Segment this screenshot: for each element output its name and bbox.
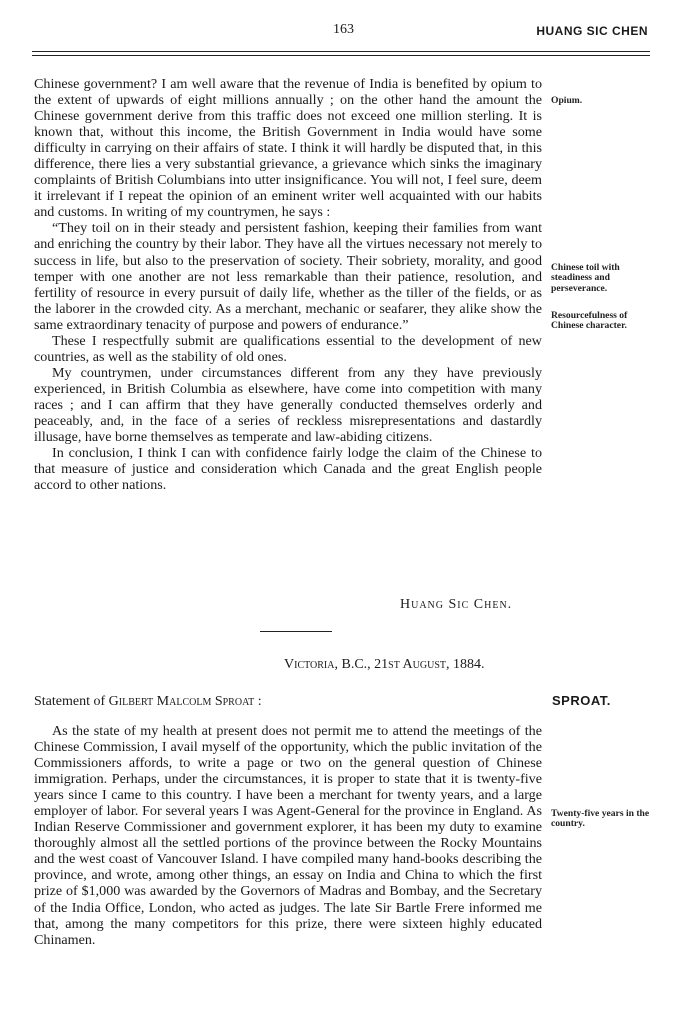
dateline: Victoria, B.C., 21st August, 1884.	[284, 657, 485, 672]
margin-note-resourcefulness: Resourcefulness of Chinese character.	[551, 310, 628, 332]
page-number: 163	[333, 22, 354, 37]
statement-heading	[34, 694, 262, 710]
section-separator	[260, 631, 332, 632]
signature-huang-sic-chen: Huang Sic Chen.	[400, 597, 513, 612]
margin-note-chinese-toil: Chinese toil with steadiness and perseverance.	[551, 262, 620, 294]
header-rule-secondary	[32, 55, 650, 56]
statement-name: Gilbert Malcolm Sproat	[108, 694, 255, 709]
paragraph-conclusion: In conclusion, I think I can with confidence fairly lodge the claim of the Chinese to that measure of justice and consideration which Canada and the great English people accord to other nations.	[34, 445, 542, 494]
body-text-section2	[34, 723, 542, 948]
paragraph-sproat: As the state of my health at present does not permit me to attend the meetings of the Chinese Commission, I avail myself of the opportunity, which the public invitation of the Commissioners affords, to write a page or two on the general question of Chinese immigration. Perhaps, under the circumstances, it is proper to state that it is twenty-five years since I came to this country. I have been a merchant for twenty years, and a large employer of labor. For several years I was Agent-General for the province in England. As Indian Reserve Commissioner and government explorer, it has been my duty to examine thoroughly almost all the settled portions of the province between the Rocky Mountains and the west coast of Vancouver Island. I have compiled many hand-books describing the province, and wrote, among other things, an essay on India and China to which the first prize of $1,000 was awarded by the Governors of Madras and Bombay, and the Secretary of the India Office, London, who acted as judges. The late Sir Bartle Frere informed me that, among the many competitors for this prize, there were sixteen highly educated Chinamen.	[34, 723, 542, 948]
paragraph-countrymen: My countrymen, under circumstances different from any they have previously experienced, in British Columbia as elsewhere, have come into competition with many races ; and I can affirm that they have generally conducted themselves orderly and peaceably, and, in the face of a series of reckless misrepresentations and dastardly illusage, have borne themselves as temperate and law-abiding citizens.	[34, 364, 542, 446]
running-title: HUANG SIC CHEN	[536, 24, 648, 38]
paragraph-opium: Chinese government? I am well aware that the revenue of India is benefited by opium to the extent of upwards of eight millions annually ; on the other hand the amount the Chinese government derive from this traffic does not exceed one million sterling. It is known that, without this income, the British Government in India would have some difficulty in carrying on their affairs of state. I think it will hardly be disputed that, in this difference, there lies a very substantial grievance, a grievance which sinks the imaginary complaints of British Columbians into utter insignificance. You will not, I feel sure, deem it irrelevant if I repeat the opinion of an eminent writer well acquainted with our habits and customs. In writing of my countrymen, he says :	[34, 76, 542, 221]
body-text-section1	[34, 76, 542, 493]
margin-note-opium: Opium.	[551, 95, 583, 106]
paragraph-qualifications: These I respectfully submit are qualifications essential to the development of new countries, as well as the stability of old ones.	[34, 332, 542, 365]
statement-suffix: :	[254, 694, 262, 709]
statement-prefix: Statement of	[34, 694, 109, 709]
header-rule	[32, 51, 650, 52]
margin-note-twenty-five-years: Twenty-five years in the country.	[551, 808, 650, 830]
paragraph-quotation: “They toil on in their steady and persistent fashion, keeping their families from want and enriching the country by their labor. They have all the virtues necessary not merely to success in life, but also to the preservation of society. Their sobriety, morality, and good temper with one another are not less remarkable than their patience, resolution, and fertility of resource in every pursuit of daily life, whether as the tiller of the fields, or as the laborer in the crowded city. As a merchant, mechanic or seafarer, they alike show the same extraordinary tenacity of purpose and powers of endurance.”	[34, 220, 542, 333]
side-heading-sproat: SPROAT.	[552, 693, 611, 708]
